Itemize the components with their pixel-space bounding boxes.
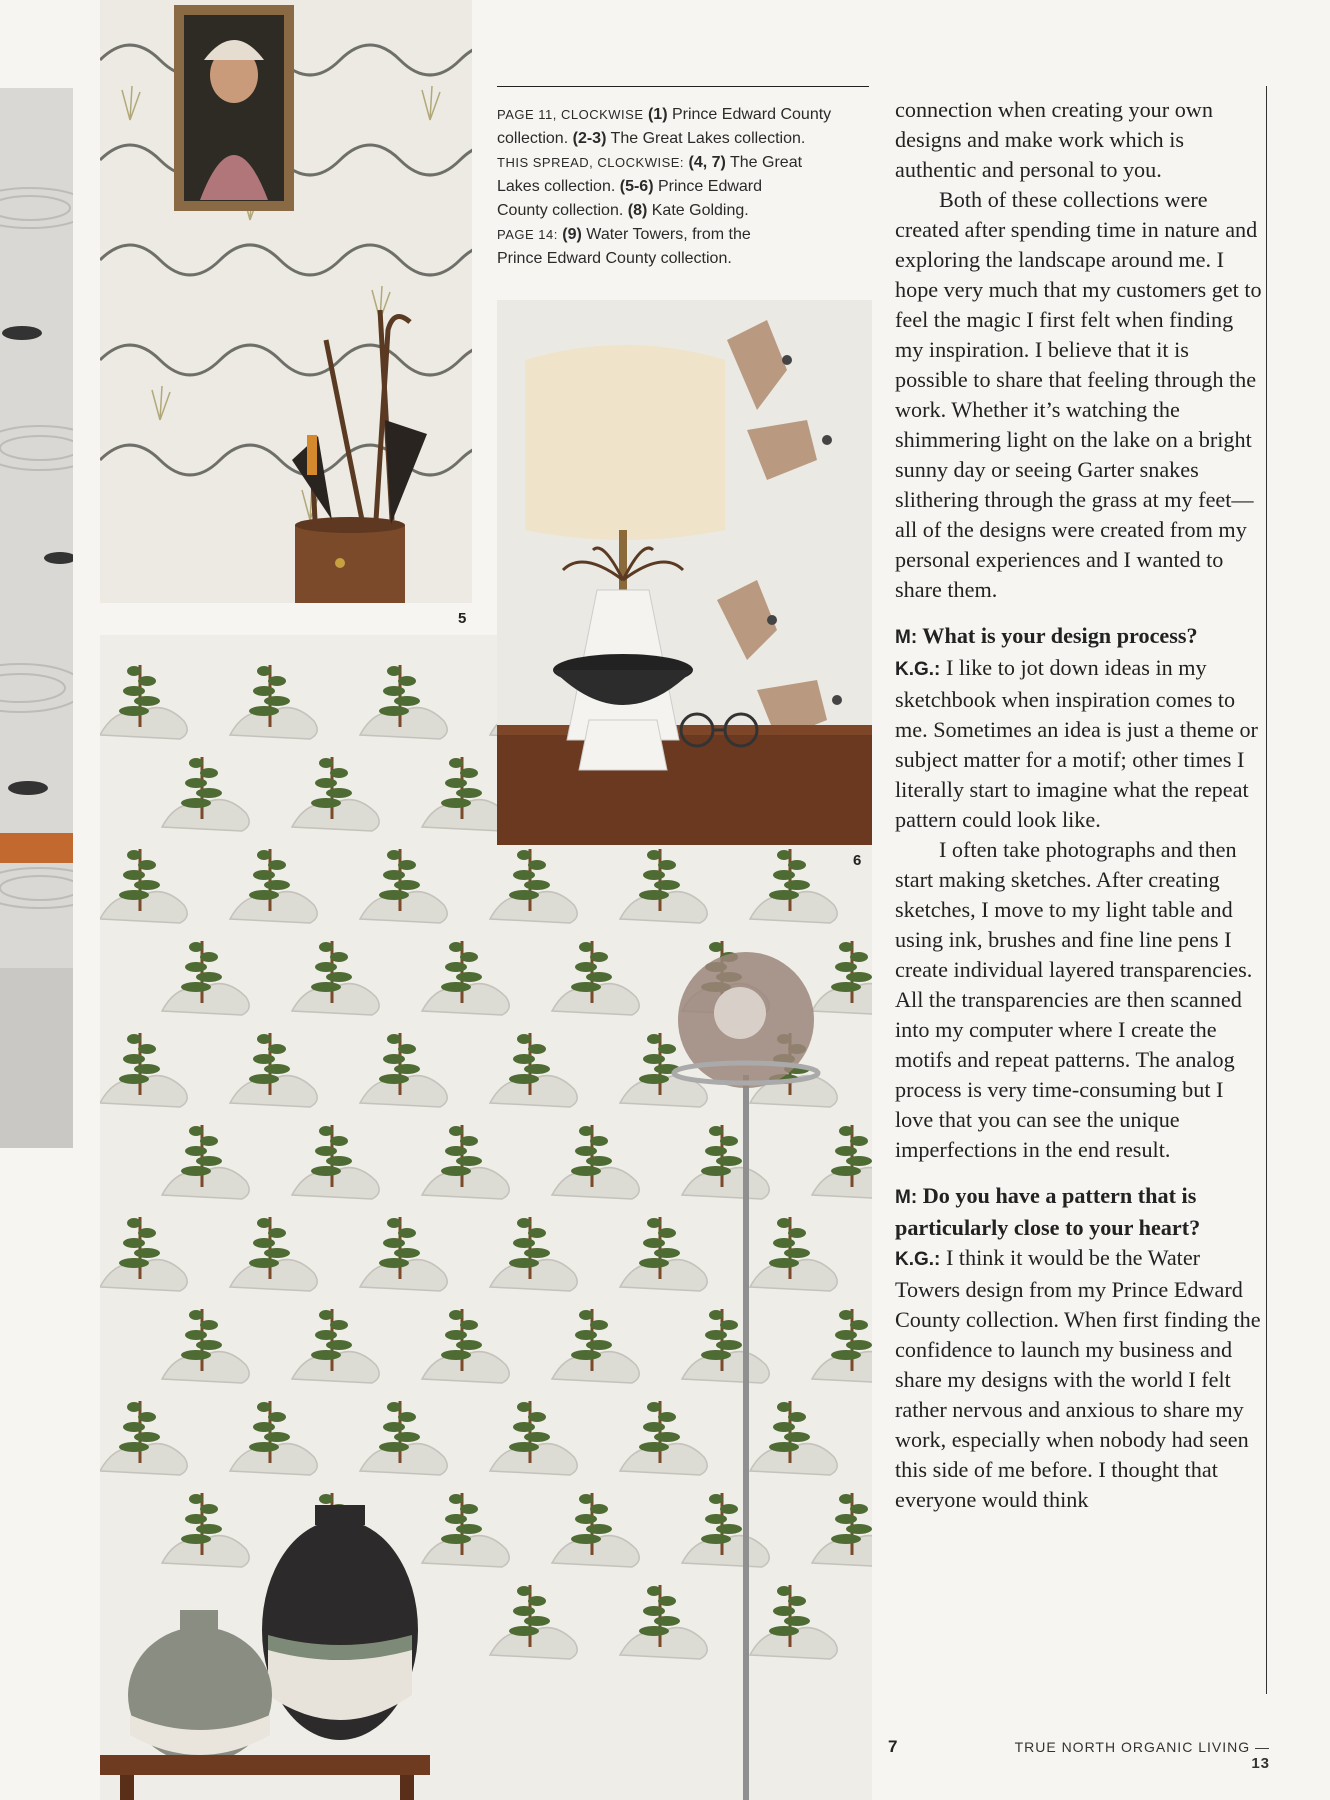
caption-text: The Great xyxy=(725,154,803,171)
caption-text: County collection. xyxy=(497,202,624,219)
caption-text: Lakes collection. xyxy=(497,178,616,195)
caption-text: collection. xyxy=(497,130,569,147)
interview-answer xyxy=(895,653,1265,835)
loon-wallpaper-photo xyxy=(0,88,73,1148)
caption-text: Water Towers, from the xyxy=(581,226,751,243)
left-page-number: 7 xyxy=(888,1737,898,1756)
photo-6-number: 6 xyxy=(853,852,862,869)
answer-text: I think it would be the Water Towers design from my Prince Edward County collection. When first finding the confidence to launch my business and share my designs with the world I felt rather nervous and anxious to share my work, especially when nobody had seen this side of me before. I thought that everyone would think xyxy=(895,1245,1261,1512)
caption-rule xyxy=(497,86,869,87)
photo-6-table-lamp xyxy=(497,300,872,845)
body-paragraph: Both of these collections were created after spending time in nature and exploring the landscape around me. I hope very much that my customers get to feel the magic I first felt when finding my inspiration. I believe that it is possible to share that feeling through the work. Whether it’s watching the shimmering light on the lake on a bright sunny day or seeing Garter snakes slithering through the grass at my feet—all of the designs were created from my personal experiences and I wanted to share them. xyxy=(895,187,1262,602)
caption-ref: (9) xyxy=(562,226,582,243)
page-footer xyxy=(1000,1739,1270,1772)
question-text: What is your design process? xyxy=(917,623,1198,648)
article-body xyxy=(895,95,1265,1515)
photo-5-number: 5 xyxy=(458,610,467,627)
caption-text: The Great Lakes collection. xyxy=(606,130,806,147)
body-paragraph: connection when creating your own designs and make work which is authentic and personal to you. xyxy=(895,97,1213,182)
caption-ref: (2-3) xyxy=(572,130,607,147)
answer-text: I like to jot down ideas in my sketchbook when inspiration comes to me. Sometimes an idea is just a theme or subject matter for a motif; other times I literally start to imagine what the repeat pattern could look like. xyxy=(895,655,1258,832)
interviewer-initial: M: xyxy=(895,1187,918,1208)
interviewer-initial: M: xyxy=(895,627,918,648)
magazine-name: TRUE NORTH ORGANIC LIVING — xyxy=(1014,1739,1270,1755)
right-page-number: 13 xyxy=(1251,1755,1270,1772)
caption-ref: (1) xyxy=(647,106,668,123)
caption-text: Prince Edward xyxy=(653,178,763,195)
interview-question xyxy=(895,621,1265,653)
caption-locator: THIS SPREAD, CLOCKWISE: xyxy=(497,155,685,170)
caption-ref: (4, 7) xyxy=(688,154,726,171)
caption-locator: PAGE 14: xyxy=(497,227,558,242)
body-paragraph: I often take photographs and then start making sketches. After creating sketches, I move to my light table and using ink, brushes and fine line pens I create individual layered transparencies. All the transparencies are then scanned into my computer where I create the motifs and repeat patterns. The analog process is very time-consuming but I love that you can see the unique imperfections in the end result. xyxy=(895,837,1253,1162)
interviewee-initials: K.G.: xyxy=(895,1249,941,1270)
caption-ref: (8) xyxy=(627,202,648,219)
caption-text: Kate Golding. xyxy=(647,202,749,219)
column-rule xyxy=(1266,86,1267,1694)
caption-locator: PAGE 11, CLOCKWISE xyxy=(497,107,644,122)
interview-answer xyxy=(895,1243,1265,1515)
photo-5-umbrella-stand xyxy=(100,0,472,603)
interview-question xyxy=(895,1181,1265,1243)
caption-text: Prince Edward County xyxy=(667,106,832,123)
caption-ref: (5-6) xyxy=(619,178,654,195)
question-text: Do you have a pattern that is particularly close to your heart? xyxy=(895,1183,1201,1240)
interviewee-initials: K.G.: xyxy=(895,659,941,680)
photo-caption xyxy=(497,103,869,271)
caption-text: Prince Edward County collection. xyxy=(497,250,732,267)
